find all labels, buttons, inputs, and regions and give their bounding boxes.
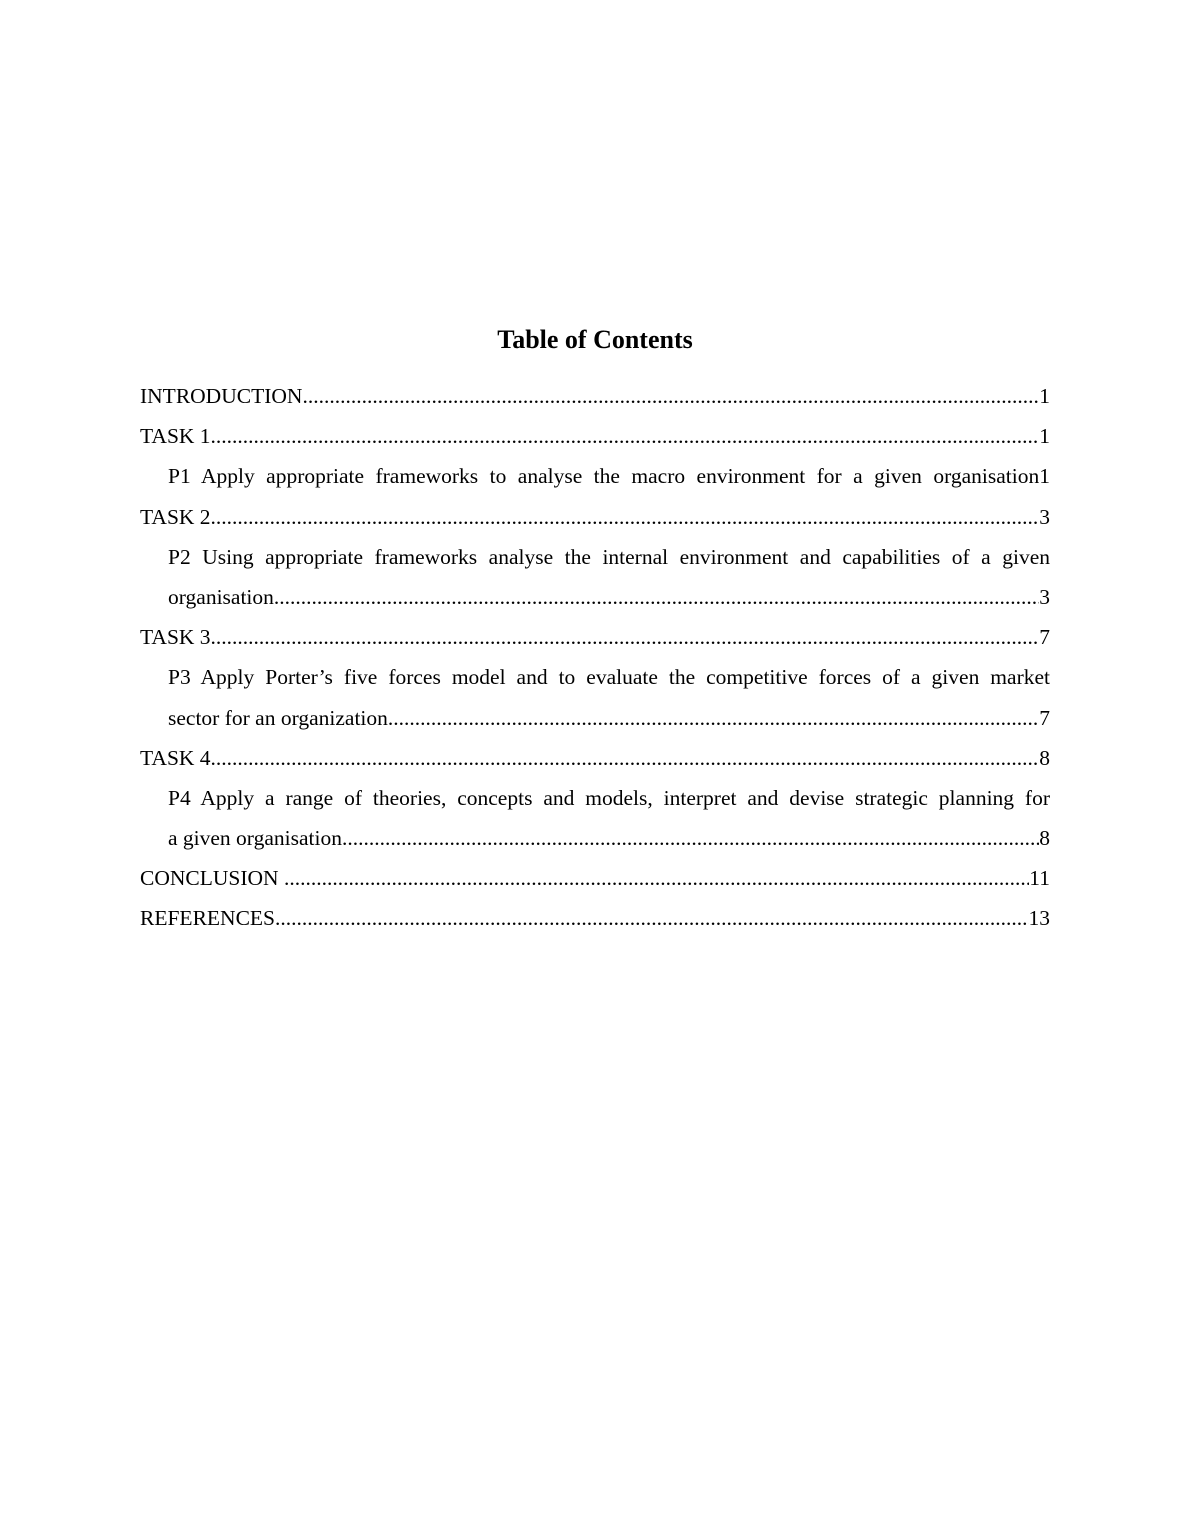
toc-entry-label: REFERENCES — [140, 906, 275, 931]
toc-entry-label: P4 Apply a range of theories, concepts and models, interpret and devise strategic planning for — [168, 785, 1050, 810]
toc-entry-label: TASK 3 — [140, 625, 211, 650]
toc-page-number: 1 — [1039, 464, 1050, 489]
toc-entry-task-1[interactable] — [140, 416, 1050, 456]
toc-page-number: 7 — [1039, 625, 1050, 650]
toc-entry-p3-line-2[interactable] — [140, 698, 1050, 738]
toc-dot-leader — [275, 898, 1029, 938]
toc-entry-p4-line-2[interactable] — [140, 818, 1050, 858]
table-of-contents — [140, 376, 1050, 939]
toc-title: Table of Contents — [497, 325, 693, 354]
toc-entry-label: P1 Apply appropriate frameworks to analyse the macro environment for a given organisation — [168, 464, 1040, 489]
toc-entry-introduction[interactable] — [140, 376, 1050, 416]
toc-entry-label: INTRODUCTION — [140, 384, 303, 408]
toc-entry-p2-line-1[interactable] — [140, 537, 1050, 577]
toc-entry-task-4[interactable] — [140, 738, 1050, 778]
toc-page-number: 8 — [1039, 826, 1050, 851]
toc-entry-label: a given organisation — [168, 826, 342, 851]
toc-entry-task-3[interactable] — [140, 617, 1050, 657]
toc-entry-p4-line-1[interactable] — [140, 778, 1050, 818]
toc-dot-leader — [211, 617, 1040, 657]
toc-entry-label: TASK 2 — [140, 504, 211, 529]
toc-entry-label: P3 Apply Porter’s five forces model and to evaluate the competitive forces of a given market — [168, 665, 1050, 690]
toc-dot-leader — [342, 818, 1039, 858]
toc-entry-label: TASK 1 — [140, 424, 211, 449]
toc-page-number: 11 — [1029, 866, 1050, 891]
toc-entry-p2-line-2[interactable] — [140, 577, 1050, 617]
toc-page-number: 8 — [1039, 745, 1050, 770]
toc-page-number: 1 — [1039, 424, 1050, 449]
toc-page-number: 3 — [1039, 504, 1050, 529]
toc-dot-leader — [211, 497, 1040, 537]
toc-entry-label: sector for an organization — [168, 705, 388, 730]
toc-page-number: 1 — [1039, 384, 1050, 408]
toc-entry-label: TASK 4 — [140, 745, 211, 770]
toc-dot-leader — [211, 416, 1040, 456]
toc-entry-p3-line-1[interactable] — [140, 657, 1050, 697]
toc-page-number: 3 — [1039, 584, 1050, 609]
toc-page-number: 7 — [1039, 705, 1050, 730]
toc-entry-task-2[interactable] — [140, 497, 1050, 537]
toc-dot-leader — [302, 376, 1039, 416]
toc-entry-label: CONCLUSION — [140, 866, 284, 891]
toc-entry-conclusion[interactable] — [140, 858, 1050, 898]
toc-entry-label: P2 Using appropriate frameworks analyse the internal environment and capabilities of a given — [168, 544, 1050, 569]
toc-entry-p1[interactable] — [140, 456, 1050, 496]
toc-dot-leader — [388, 698, 1039, 738]
toc-entry-references[interactable] — [140, 898, 1050, 938]
toc-entry-label: organisation — [168, 584, 274, 609]
toc-dot-leader — [284, 858, 1029, 898]
toc-page-number: 13 — [1028, 906, 1050, 931]
toc-dot-leader — [211, 738, 1040, 778]
toc-dot-leader — [274, 577, 1039, 617]
